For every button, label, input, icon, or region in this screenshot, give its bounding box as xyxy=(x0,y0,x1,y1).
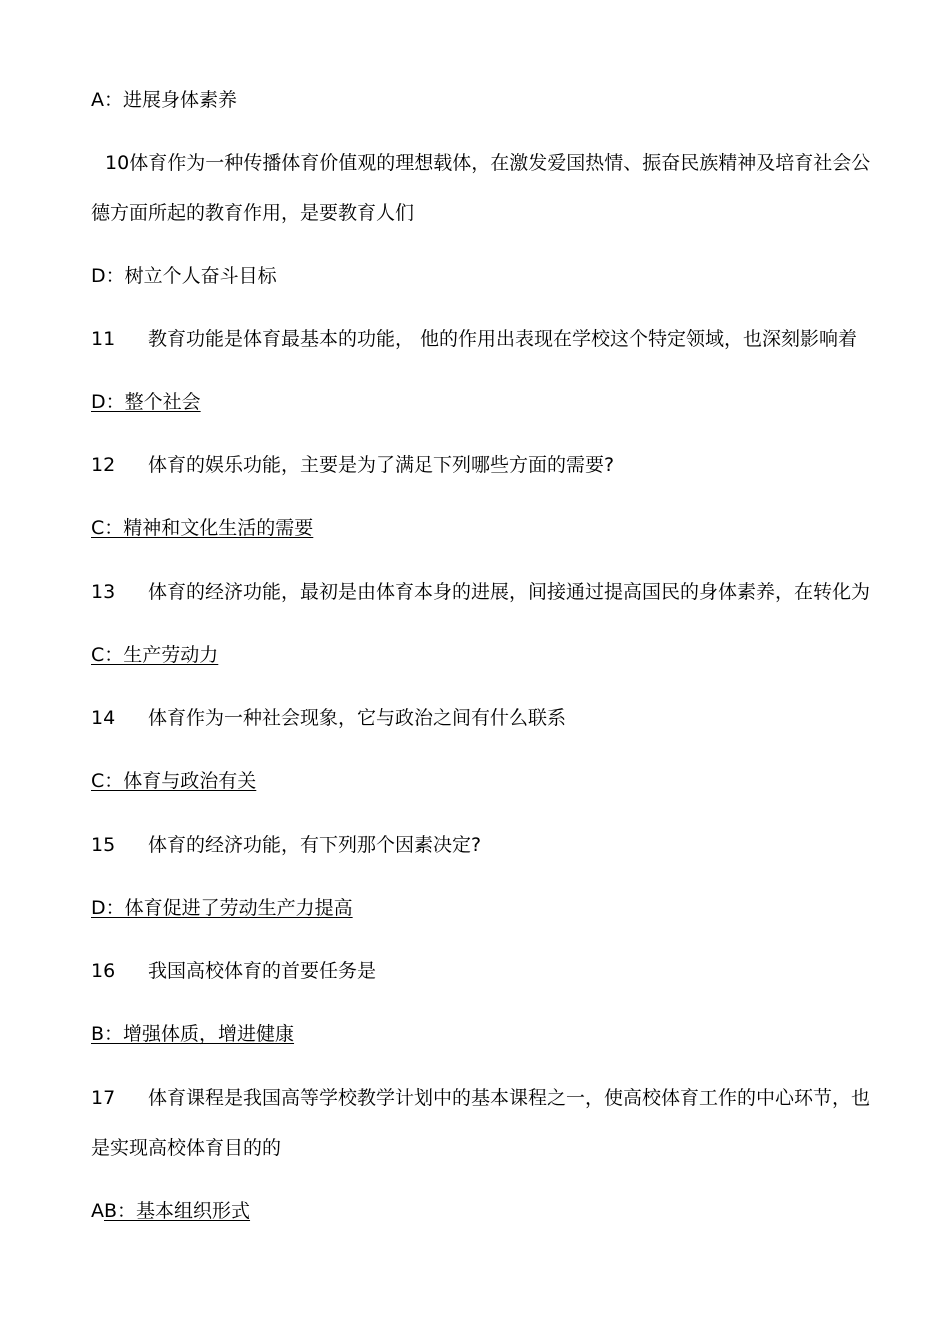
answer-line xyxy=(91,264,277,288)
question-number: 10 xyxy=(105,152,130,174)
answer-text: C：生产劳动力 xyxy=(91,644,219,666)
answer-line xyxy=(91,1199,250,1223)
answer-line xyxy=(91,896,353,920)
answer-text: B：增强体质，增进健康 xyxy=(91,1023,295,1045)
answer-text: D：体育促进了劳动生产力提高 xyxy=(91,897,353,919)
question-10 xyxy=(91,138,881,238)
question-15 xyxy=(91,833,481,857)
question-text: 体育课程是我国高等学校教学计划中的基本课程之一，使高校体育工作的中心环节，也是实现高校体育目的的 xyxy=(91,1087,871,1159)
question-text: 体育的娱乐功能，主要是为了满足下列哪些方面的需要? xyxy=(148,454,615,476)
question-12 xyxy=(91,453,614,477)
question-text: 体育的经济功能，最初是由体育本身的进展，间接通过提高国民的身体素养，在转化为 xyxy=(148,581,871,603)
answer-text: B：基本组织形式 xyxy=(104,1200,251,1222)
question-text: 教育功能是体育最基本的功能， 他的作用出表现在学校这个特定领域，也深刻影响着 xyxy=(148,328,858,350)
question-number: 14 xyxy=(91,707,116,729)
question-number: 16 xyxy=(91,960,116,982)
answer-text: D：整个社会 xyxy=(91,391,201,413)
question-number: 15 xyxy=(91,834,116,856)
answer-line xyxy=(91,643,218,667)
answer-text: A：进展身体素养 xyxy=(91,89,237,111)
answer-text: C：精神和文化生活的需要 xyxy=(91,517,314,539)
answer-prefix: A xyxy=(91,1200,104,1222)
answer-line xyxy=(91,1022,294,1046)
answer-text: C：体育与政治有关 xyxy=(91,770,257,792)
question-number: 13 xyxy=(91,581,116,603)
question-16 xyxy=(91,959,376,983)
question-number: 12 xyxy=(91,454,116,476)
question-14 xyxy=(91,706,566,730)
answer-line xyxy=(91,390,201,414)
question-text: 我国高校体育的首要任务是 xyxy=(148,960,377,982)
question-text: 体育的经济功能，有下列那个因素决定? xyxy=(148,834,482,856)
answer-text: D：树立个人奋斗目标 xyxy=(91,265,277,287)
question-text: 体育作为一种传播体育价值观的理想载体，在激发爱国热情、振奋民族精神及培育社会公德方面所起的教育作用，是要教育人们 xyxy=(91,152,871,224)
question-text: 体育作为一种社会现象，它与政治之间有什么联系 xyxy=(148,707,567,729)
question-13 xyxy=(91,580,870,604)
answer-line xyxy=(91,516,313,540)
question-11 xyxy=(91,327,857,351)
question-number: 17 xyxy=(91,1087,116,1109)
question-number: 11 xyxy=(91,328,116,350)
answer-line xyxy=(91,769,256,793)
question-17 xyxy=(91,1073,881,1173)
answer-line xyxy=(91,88,237,112)
